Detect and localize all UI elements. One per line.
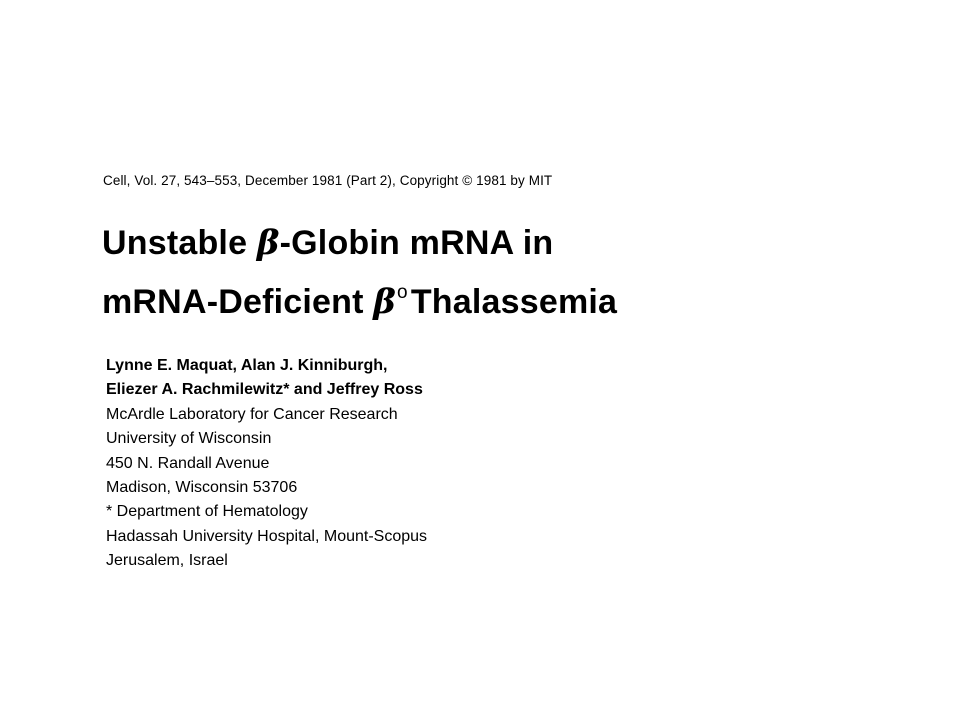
title-text: mRNA-Deficient [102, 283, 374, 321]
superscript-zero: o [397, 282, 408, 303]
affiliation-line: 450 N. Randall Avenue [106, 454, 270, 472]
title-text: -Globin mRNA in [279, 224, 554, 262]
affiliation-line: University of Wisconsin [106, 430, 272, 448]
paper-title [102, 218, 617, 327]
affiliation-line: McArdle Laboratory for Cancer Research [106, 405, 398, 423]
affiliation-line: Madison, Wisconsin 53706 [106, 479, 298, 497]
title-line-2 [102, 268, 617, 327]
affiliation-line: * Department of Hematology [106, 503, 308, 521]
beta-symbol: β [256, 223, 280, 263]
author-block [106, 354, 427, 574]
affiliation-line: Jerusalem, Israel [106, 552, 228, 570]
beta-symbol: β [373, 282, 397, 322]
author-names: Eliezer A. Rachmilewitz* and Jeffrey Ross [106, 381, 423, 399]
affiliation-line: Hadassah University Hospital, Mount-Scopus [106, 527, 428, 545]
journal-citation: Cell, Vol. 27, 543–553, December 1981 (Part 2), Copyright © 1981 by MIT [103, 173, 553, 188]
title-line-1 [102, 218, 617, 268]
title-text: Thalassemia [410, 283, 618, 321]
author-names: Lynne E. Maquat, Alan J. Kinniburgh, [106, 357, 388, 374]
title-text: Unstable [102, 224, 257, 262]
